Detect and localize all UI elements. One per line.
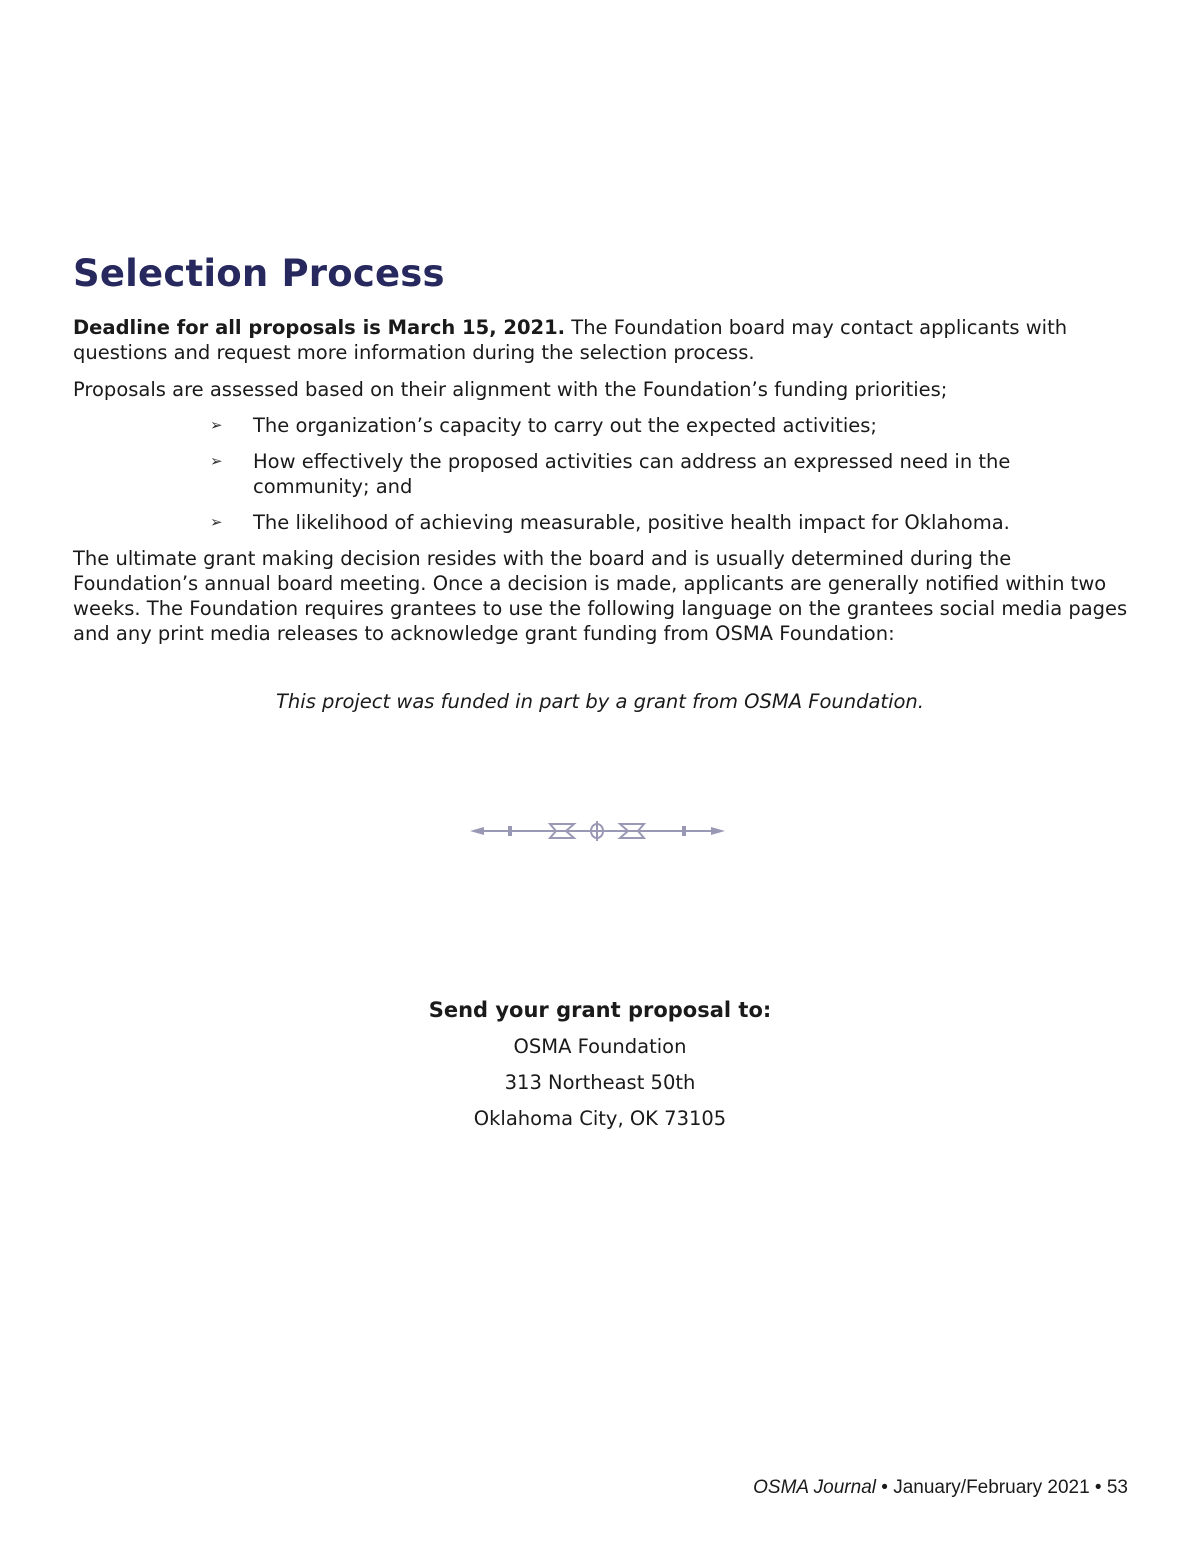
page-title: Selection Process: [73, 252, 445, 295]
footer-issue-page: • January/February 2021 • 53: [875, 1477, 1128, 1498]
arrow-bullet-icon: ➢: [210, 513, 223, 531]
deadline-bold-text: Deadline for all proposals is March 15, 2021.: [73, 316, 566, 339]
deadline-rest-text: The Foundation board may contact applicants with questions and request more information during the selection process.: [73, 316, 1068, 364]
list-item: [210, 510, 1110, 535]
list-item-text: How effectively the proposed activities can address an expressed need in the community; and: [253, 450, 1011, 498]
list-item: [210, 413, 1110, 438]
list-item-text: The organization’s capacity to carry out the expected activities;: [253, 414, 877, 437]
assessment-paragraph: Proposals are assessed based on their alignment with the Foundation’s funding priorities;: [73, 378, 948, 401]
arrow-bullet-icon: ➢: [210, 452, 223, 470]
arrow-bullet-icon: ➢: [210, 416, 223, 434]
list-item-text: The likelihood of achieving measurable, positive health impact for Oklahoma.: [253, 511, 1010, 534]
footer-journal-name: OSMA Journal: [753, 1477, 876, 1498]
send-proposal-heading: Send your grant proposal to:: [428, 998, 772, 1022]
priorities-list: [210, 413, 1110, 546]
decision-paragraph: The ultimate grant making decision resides with the board and is usually determined during the Foundation’s annual board meeting. Once a decision is made, applicants are generally notified within two weeks. The Foundation requires grantees to use the following language on the grantees social media pages and any print media releases to acknowledge grant funding from OSMA Foundation:: [73, 547, 1128, 645]
list-item: [210, 449, 1110, 499]
address-line-street: 313 Northeast 50th: [504, 1071, 696, 1094]
acknowledgement-quote: This project was funded in part by a grant from OSMA Foundation.: [276, 690, 924, 713]
address-line-organization: OSMA Foundation: [513, 1035, 687, 1058]
deadline-paragraph: [73, 315, 1133, 365]
address-line-city: Oklahoma City, OK 73105: [473, 1107, 727, 1130]
decorative-divider-icon: [470, 818, 725, 844]
page-footer: [753, 1477, 1128, 1499]
